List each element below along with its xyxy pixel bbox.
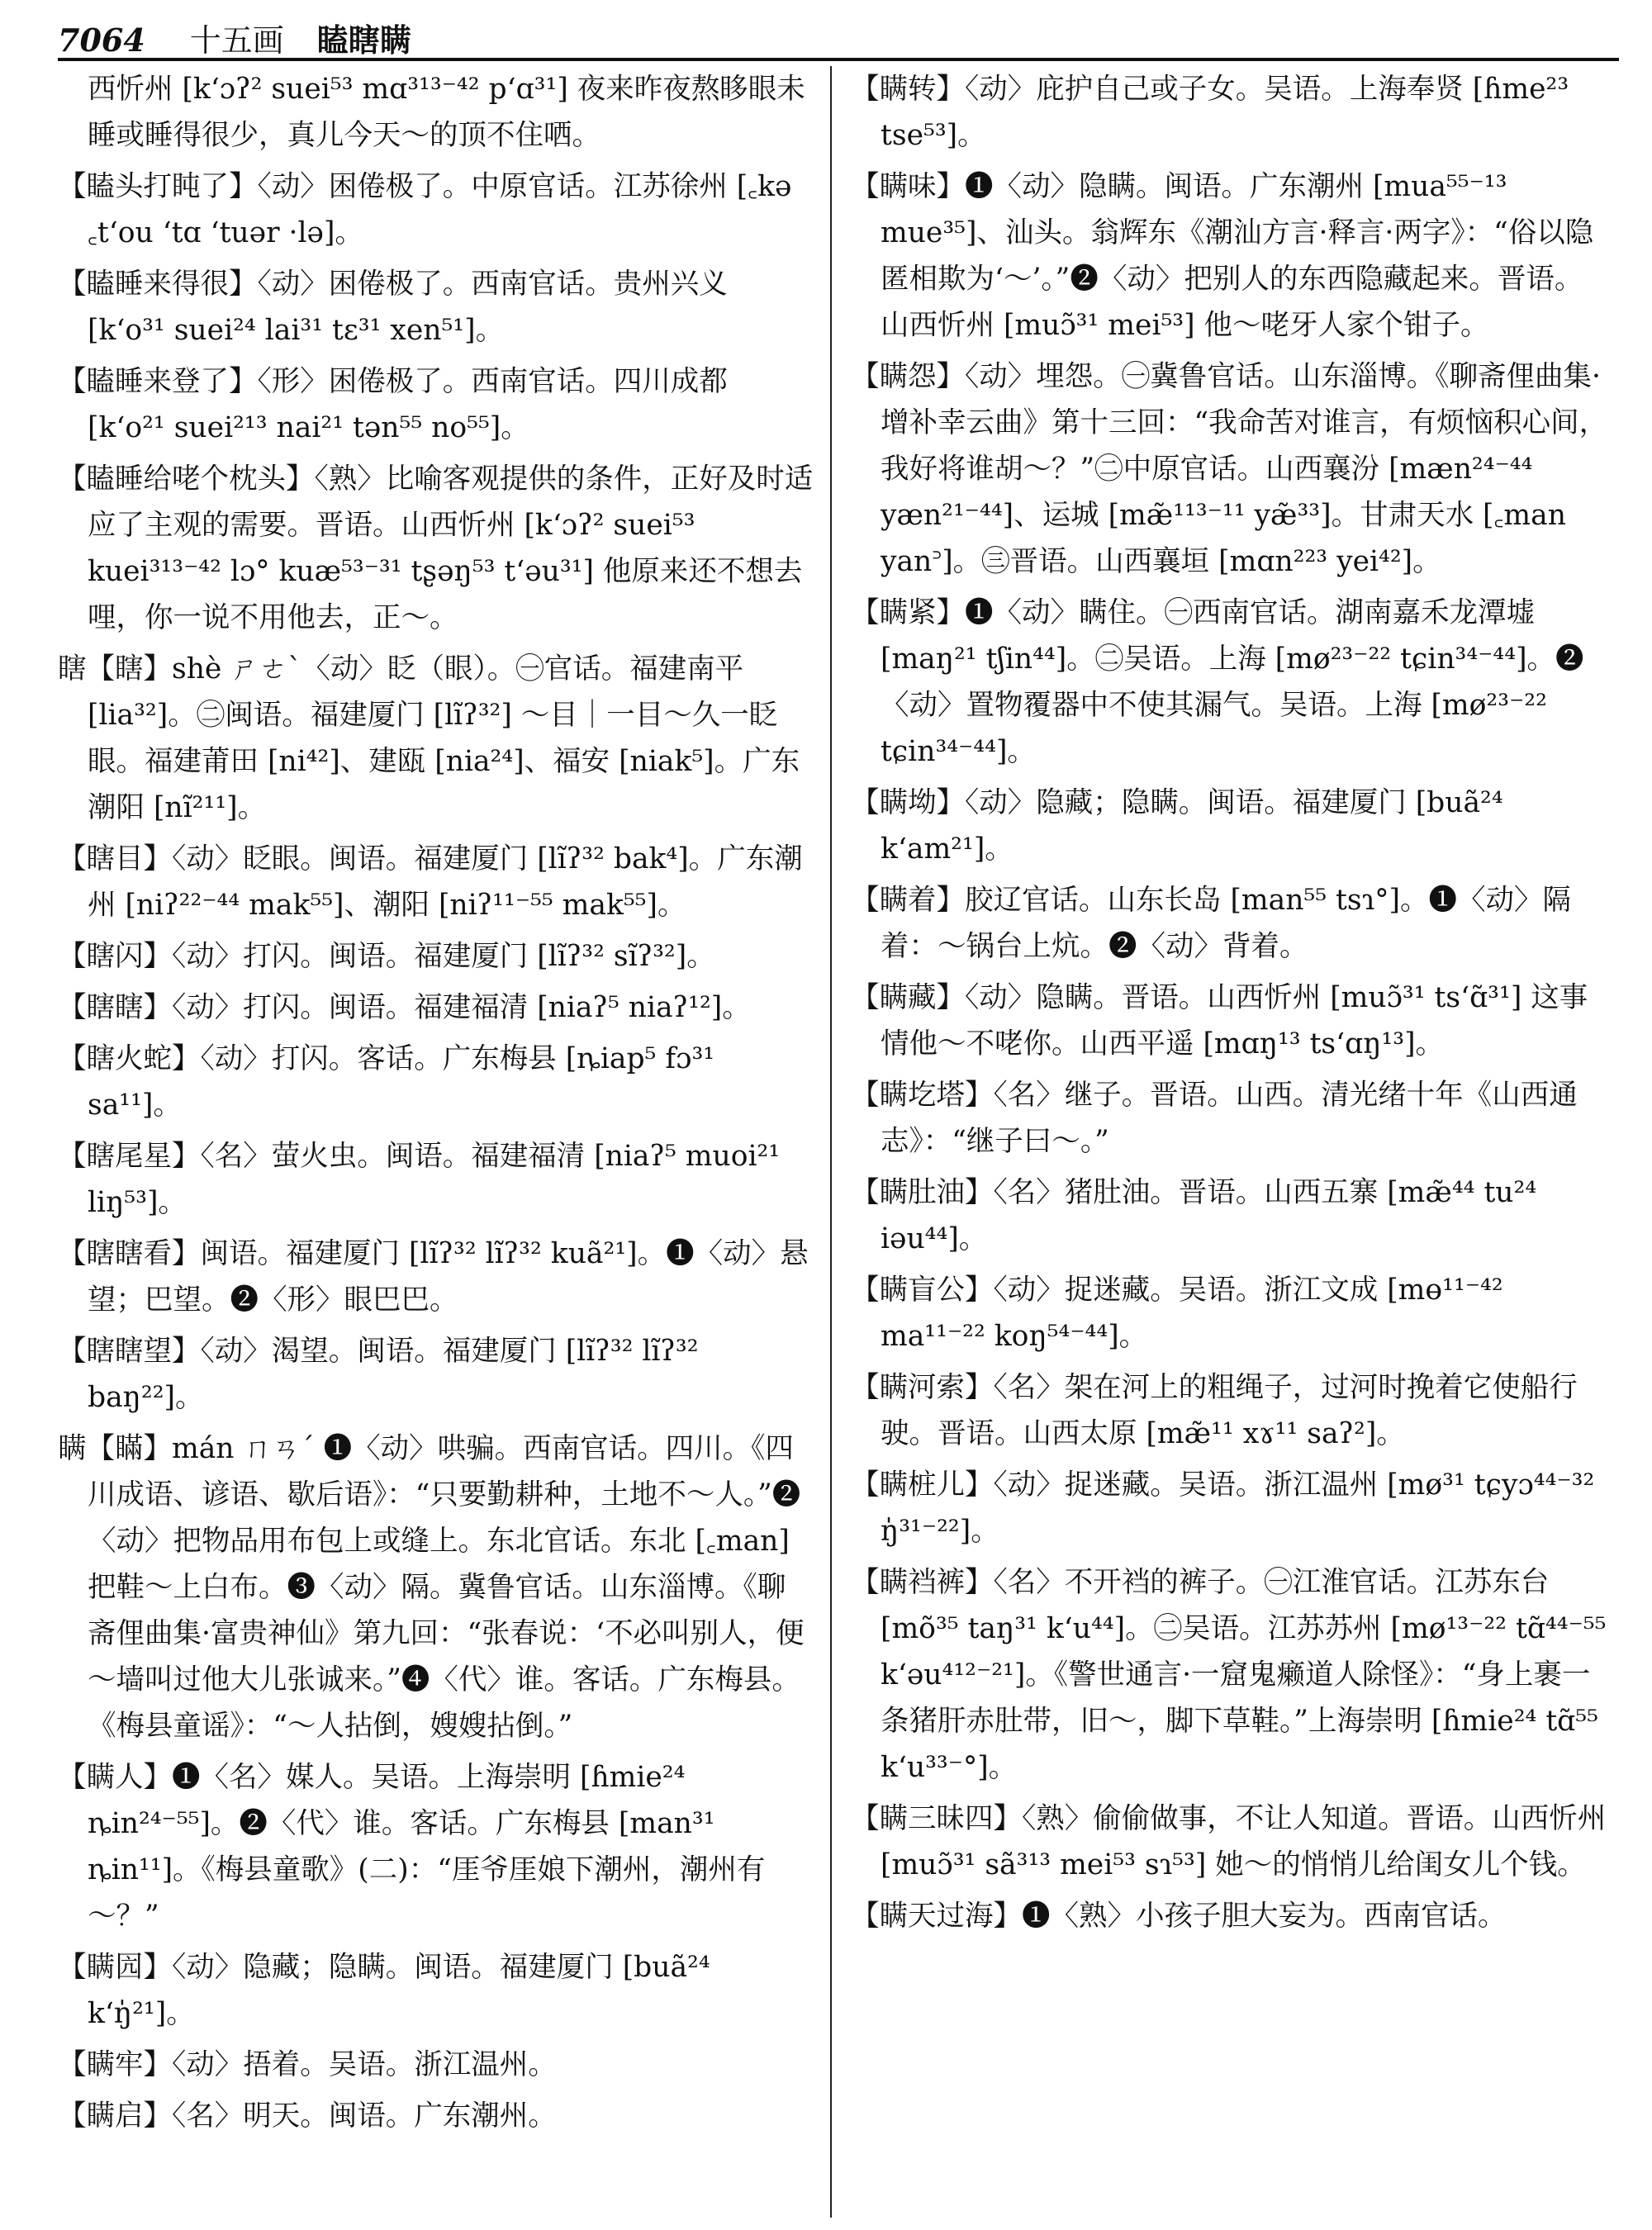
entry: 【瞒味】❶〈动〉隐瞒。闽语。广东潮州 [mua⁵⁵⁻¹³ mue³⁵]、汕头。翁辉东《潮汕方言·释言·两字》：“俗以隐匿相欺为‘～’。”❷〈动〉把别人的东西隐藏起来。晋语。山西忻州 [muɔ̃³¹ mei⁵³] 他～咾牙人家个钳子。 — [851, 170, 1594, 342]
entry: 【瞒牢】〈动〉捂着。吴语。浙江温州。 — [58, 2048, 557, 2081]
entry: 【瞒圪塔】〈名〉继子。晋语。山西。清光绪十年《山西通志》：“继子曰～。” — [851, 1079, 1578, 1158]
entry: 【瞒盲公】〈动〉捉迷藏。吴语。浙江文成 [mɵ¹¹⁻⁴² ma¹¹⁻²² koŋ⁵⁴⁻⁴⁴]。 — [851, 1274, 1503, 1353]
entry: 【瞒人】❶〈名〉媒人。吴语。上海崇明 [ɦmie²⁴ ȵin²⁴⁻⁵⁵]。❷〈代〉谁。客话。广东梅县 [man³¹ ȵin¹¹]。《梅县童歌》(二)：“厓爷厓娘下潮州，潮州有～？” — [58, 1761, 766, 1933]
head-entry: 瞎【瞎】shè ㄕㄜˋ〈动〉眨（眼）。㊀官话。福建南平 [lia³²]。㊁闽语。福建厦门 [lĩʔ³²] ～目｜一目～久一眨眼。福建莆田 [ni⁴²]、建瓯 [nia²⁴]、福安 [niak⁵]。广东潮阳 [nĩ²¹¹]。 — [58, 652, 800, 824]
entry: 【瞒坳】〈动〉隐藏；隐瞒。闽语。福建厦门 [buã²⁴ k‘am²¹]。 — [851, 786, 1503, 866]
entry: 【瞎尾星】〈名〉萤火虫。闽语。福建福清 [niaʔ⁵ muoi²¹ liŋ⁵³]。 — [58, 1140, 781, 1219]
column-divider — [830, 66, 832, 2218]
entry: 【瞒天过海】❶〈熟〉小孩子胆大妄为。西南官话。 — [851, 1900, 1507, 1933]
entry: 【瞌睡来登了】〈形〉困倦极了。西南官话。四川成都 [k‘o²¹ suei²¹³ nai²¹ tən⁵⁵ no⁵⁵]。 — [58, 365, 728, 444]
right-column — [851, 66, 1611, 2218]
entry: 【瞌睡来得很】〈动〉困倦极了。西南官话。贵州兴义 [k‘o³¹ suei²⁴ lai³¹ tɛ³¹ xen⁵¹]。 — [58, 268, 728, 347]
entry: 【瞎瞎】〈动〉打闪。闽语。福建福清 [niaʔ⁵ niaʔ¹²]。 — [58, 991, 751, 1024]
entry: 【瞎瞎望】〈动〉渴望。闽语。福建厦门 [lĩʔ³² lĩʔ³² baŋ²²]。 — [58, 1335, 699, 1414]
entry: 【瞒着】胶辽官话。山东长岛 [man⁵⁵ tsɿ°]。❶〈动〉隔着：～锅台上炕。❷〈动〉背着。 — [851, 884, 1571, 963]
entry: 西忻州 [k‘ɔʔ² suei⁵³ mɑ³¹³⁻⁴² p‘ɑ³¹] 夜来昨夜熬眵眼未睡或睡得很少，真儿今天～的顶不住哂。 — [88, 73, 805, 152]
entry: 【瞎瞎看】闽语。福建厦门 [lĩʔ³² lĩʔ³² kuã²¹]。❶〈动〉悬望；巴望。❷〈形〉眼巴巴。 — [58, 1237, 809, 1317]
page-number: 7064 — [58, 21, 145, 59]
entry: 【瞎火蛇】〈动〉打闪。客话。广东梅县 [ȵiap⁵ fɔ³¹ sa¹¹]。 — [58, 1042, 715, 1122]
head-characters: 瞌瞎瞒 — [316, 21, 411, 59]
entry: 【瞒怨】〈动〉埋怨。㊀冀鲁官话。山东淄博。《聊斋俚曲集·增补幸云曲》第十三回：“我命苦对谁言，有烦恼积心间，我好将谁胡～？”㊁中原官话。山西襄汾 [mæn²⁴⁻⁴⁴ yæn²¹⁻⁴⁴]、运城 [mæ̃¹¹³⁻¹¹ yæ̃³³]。甘肃天水 [꜀man yan꜄]。㊂晋语。山西襄垣 [mɑn²²³ yei⁴²]。 — [851, 360, 1608, 578]
entry: 【瞒藏】〈动〉隐瞒。晋语。山西忻州 [muɔ̃³¹ ts‘ɑ̃³¹] 这事情他～不咾你。山西平遥 [mɑŋ¹³ ts‘ɑŋ¹³]。 — [851, 981, 1588, 1060]
entry: 【瞒启】〈名〉明天。闽语。广东潮州。 — [58, 2100, 557, 2133]
entry: 【瞒河索】〈名〉架在河上的粗绳子，过河时挽着它使船行驶。晋语。山西太原 [mæ̃¹¹ xɤ¹¹ saʔ²]。 — [851, 1371, 1578, 1450]
entry: 【瞒三昧四】〈熟〉偷偷做事，不让人知道。晋语。山西忻州 [muɔ̃³¹ sã³¹³ mei⁵³ sɿ⁵³] 她～的悄悄儿给闺女儿个钱。 — [851, 1802, 1607, 1881]
entry: 【瞎闪】〈动〉打闪。闽语。福建厦门 [lĩʔ³² sĩʔ³²]。 — [58, 940, 715, 973]
entry: 【瞒紧】❶〈动〉瞒住。㊀西南官话。湖南嘉禾龙潭墟 [maŋ²¹ tʃin⁴⁴]。㊁吴语。上海 [mø²³⁻²² tɕin³⁴⁻⁴⁴]。❷〈动〉置物覆器中不使其漏气。吴语。上海 [mø²³⁻²² tɕin³⁴⁻⁴⁴]。 — [851, 596, 1584, 768]
entry: 【瞒囥】〈动〉隐藏；隐瞒。闽语。福建厦门 [buã²⁴ k‘ŋ̍²¹]。 — [58, 1951, 710, 2030]
page-header — [58, 15, 1619, 61]
entry: 【瞌睡给咾个枕头】〈熟〉比喻客观提供的条件，正好及时适应了主观的需要。晋语。山西忻州 [k‘ɔʔ² suei⁵³ kuei³¹³⁻⁴² lɔ° kuæ⁵³⁻³¹ tʂəŋ⁵³ t‘əu³¹] 他原来还不想去哩，你一说不用他去，正～。 — [58, 463, 814, 634]
head-entry: 瞒【瞞】mán ㄇㄢˊ ❶〈动〉哄骗。西南官话。四川。《四川成语、谚语、歇后语》：“只要勤耕种，土地不～人。”❷〈动〉把物品用布包上或缝上。东北官话。东北 [꜀man] 把鞋～上白布。❸〈动〉隔。冀鲁官话。山东淄博。《聊斋俚曲集·富贵神仙》第九回：“张春说：‘不必叫别人，便～墙叫过他大儿张诚来。”❹〈代〉谁。客话。广东梅县。《梅县童谣》：“～人拈倒，嫂嫂拈倒。” — [58, 1432, 805, 1743]
entry: 【瞒桩儿】〈动〉捉迷藏。吴语。浙江温州 [mø³¹ tɕyɔ⁴⁴⁻³² ŋ̍³¹⁻²²]。 — [851, 1468, 1595, 1548]
entry: 【瞒肚油】〈名〉猪肚油。晋语。山西五寨 [mæ̃⁴⁴ tu²⁴ iəu⁴⁴]。 — [851, 1176, 1537, 1255]
stroke-section: 十五画 — [189, 22, 284, 59]
entry: 【瞎目】〈动〉眨眼。闽语。福建厦门 [lĩʔ³² bak⁴]。广东潮州 [niʔ²²⁻⁴⁴ mak⁵⁵]、潮阳 [niʔ¹¹⁻⁵⁵ mak⁵⁵]。 — [58, 842, 803, 922]
left-column — [58, 66, 814, 2218]
entry: 【瞌头打盹了】〈动〉困倦极了。中原官话。江苏徐州 [꜀kə ꜀t‘ou ‘tɑ ‘tuər ·lə]。 — [58, 170, 792, 249]
entry: 【瞒裆裤】〈名〉不开裆的裤子。㊀江淮官话。江苏东台 [mõ³⁵ taŋ³¹ k‘u⁴⁴]。㊁吴语。江苏苏州 [mø¹³⁻²² tɑ̃⁴⁴⁻⁵⁵ k‘əu⁴¹²⁻²¹]。《警世通言·一窟鬼癞道人除怪》：“身上裹一条猪肝赤肚带，旧～，脚下草鞋。”上海崇明 [ɦmie²⁴ tɑ̃⁵⁵ k‘u³³⁻°]。 — [851, 1566, 1607, 1784]
entry: 【瞒转】〈动〉庇护自己或子女。吴语。上海奉贤 [ɦme²³ tse⁵³]。 — [851, 73, 1569, 152]
